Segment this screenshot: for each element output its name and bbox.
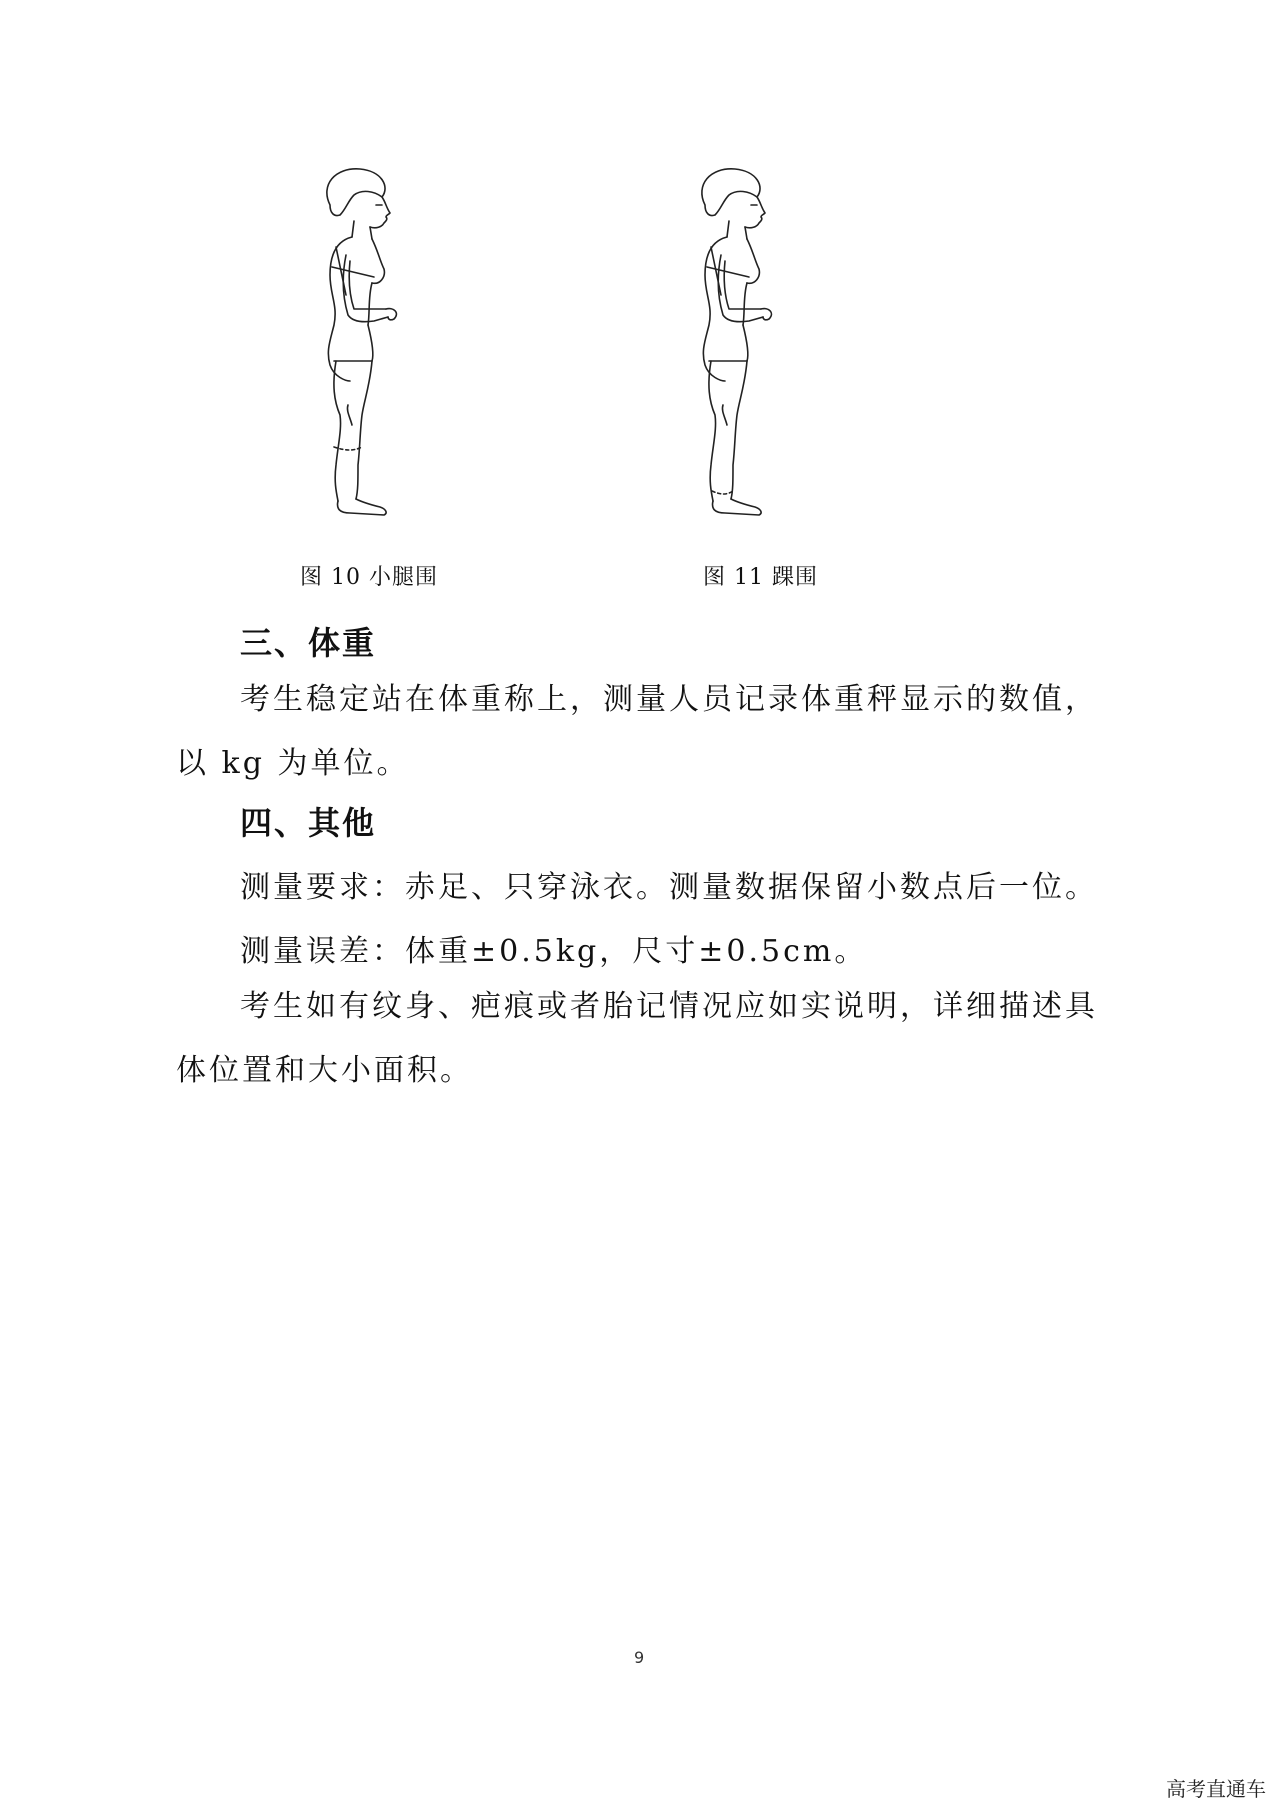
section-3-paragraph: 考生稳定站在体重称上，测量人员记录体重秤显示的数值，以 kg 为单位。 bbox=[176, 682, 1098, 781]
figure-ankle-girth bbox=[665, 165, 865, 525]
measurement-error: 测量误差：体重±0.5kg，尺寸±0.5cm。 bbox=[240, 934, 868, 969]
page-number: 9 bbox=[634, 1648, 645, 1667]
figure-11-caption: 图 11 踝围 bbox=[703, 565, 818, 590]
measurement-requirements: 测量要求：赤足、只穿泳衣。测量数据保留小数点后一位。 bbox=[240, 870, 1098, 905]
figure-10-caption: 图 10 小腿围 bbox=[300, 565, 438, 590]
watermark: 高考直通车 bbox=[1166, 1777, 1266, 1801]
figure-calf-girth bbox=[290, 165, 490, 525]
section-3-heading: 三、体重 bbox=[240, 624, 377, 662]
section-4-heading: 四、其他 bbox=[240, 804, 377, 842]
female-figure-calf-girth-illustration bbox=[290, 165, 490, 525]
section-4-paragraph: 考生如有纹身、疤痕或者胎记情况应如实说明，详细描述具体位置和大小面积。 bbox=[176, 989, 1098, 1088]
female-figure-ankle-girth-illustration bbox=[665, 165, 865, 525]
